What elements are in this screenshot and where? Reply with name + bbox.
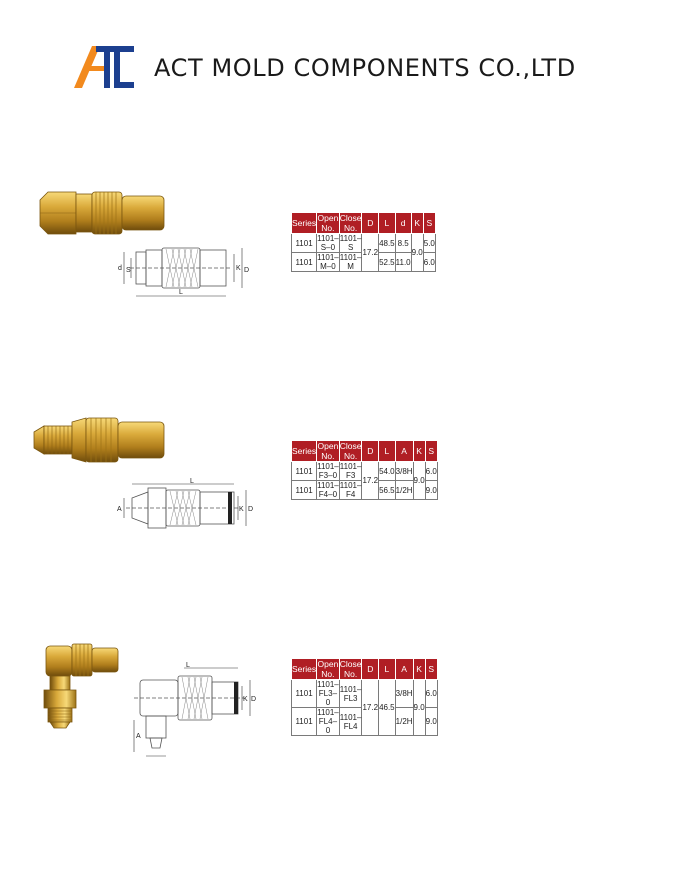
col-header: Series xyxy=(292,213,317,234)
dim-label-L: L xyxy=(190,478,194,485)
col-header: D xyxy=(362,213,379,234)
dim-label-K: K xyxy=(236,265,241,272)
cell-S: 6.0 xyxy=(425,680,437,708)
dim-label-L: L xyxy=(179,289,183,296)
col-header: D xyxy=(362,659,379,680)
col-header: S xyxy=(423,213,435,234)
table-header-row xyxy=(292,441,438,462)
dim-label-d: d xyxy=(118,265,122,272)
cell-K: 9.0 xyxy=(411,234,423,272)
cell-S: 6.0 xyxy=(423,253,435,272)
cell-A: 1/2H xyxy=(395,481,413,500)
cell-L: 46.5 xyxy=(379,680,396,736)
dim-label-K: K xyxy=(243,696,248,703)
product-photo-3 xyxy=(36,636,126,732)
product-photo-1 xyxy=(36,186,170,242)
cell-K: 9.0 xyxy=(413,462,425,500)
dimension-drawing-3 xyxy=(128,662,258,760)
cell-open-no: 1101–F3–0 xyxy=(317,462,339,480)
dim-label-S: S xyxy=(126,267,131,274)
cell-close-no: 1101–S xyxy=(339,234,362,252)
cell-A: 3/8H xyxy=(395,680,413,708)
cell-A: 1/2H xyxy=(395,708,413,736)
spec-table-2 xyxy=(291,440,438,500)
cell-open-no: 1101–M–0 xyxy=(317,253,339,271)
col-header: L xyxy=(379,213,396,234)
col-header: d xyxy=(395,213,411,234)
dimension-drawing-2 xyxy=(116,478,256,540)
table-row xyxy=(292,680,438,708)
cell-close-no: 1101–F3 xyxy=(339,462,362,480)
cell-open-no: 1101–F4–0 xyxy=(317,481,339,499)
col-header: Open No. xyxy=(317,441,339,461)
dim-label-D: D xyxy=(244,267,250,274)
cell-close-no: 1101–F4 xyxy=(339,481,362,499)
cell-series: 1101 xyxy=(292,708,317,736)
cell-K: 9.0 xyxy=(413,680,425,736)
header xyxy=(74,40,674,96)
col-header: Close No. xyxy=(339,441,362,461)
col-header: K xyxy=(411,213,423,234)
cell-series: 1101 xyxy=(292,234,317,253)
cell-close-no: 1101–FL4 xyxy=(339,708,362,736)
col-header: K xyxy=(413,441,425,462)
spec-table-1 xyxy=(291,212,436,272)
col-header: K xyxy=(413,659,425,680)
col-header: Open No. xyxy=(317,659,339,679)
cell-S: 9.0 xyxy=(425,708,437,736)
col-header: Close No. xyxy=(339,213,362,233)
product-photo-2 xyxy=(30,412,170,468)
col-header: L xyxy=(379,659,396,680)
dim-label-D: D xyxy=(251,696,257,703)
cell-L: 54.0 xyxy=(379,462,396,481)
col-header: Series xyxy=(292,441,317,462)
cell-series: 1101 xyxy=(292,680,317,708)
table-header-row xyxy=(292,659,438,680)
cell-D: 17.2 xyxy=(362,462,379,500)
dim-label-D: D xyxy=(248,506,254,513)
dimension-drawing-1 xyxy=(116,240,256,306)
dim-label-A: A xyxy=(136,733,141,740)
company-name: ACT MOLD COMPONENTS CO.,LTD xyxy=(154,54,576,82)
col-header: A xyxy=(395,659,413,680)
cell-S: 9.0 xyxy=(425,481,437,500)
cell-S: 6.0 xyxy=(425,462,437,481)
cell-open-no: 1101–S–0 xyxy=(317,234,339,252)
cell-close-no: 1101–M xyxy=(339,253,362,271)
col-header: A xyxy=(395,441,413,462)
cell-d: 8.5 xyxy=(395,234,411,253)
spec-table-3 xyxy=(291,658,438,736)
col-header: Open No. xyxy=(317,213,339,233)
dim-label-L: L xyxy=(186,662,190,669)
cell-series: 1101 xyxy=(292,481,317,500)
cell-D: 17.2 xyxy=(362,234,379,272)
cell-L: 48.5 xyxy=(379,234,396,253)
cell-D: 17.2 xyxy=(362,680,379,736)
table-row xyxy=(292,234,436,253)
cell-open-no: 1101–FL3–0 xyxy=(317,680,339,707)
cell-L: 56.5 xyxy=(379,481,396,500)
table-header-row xyxy=(292,213,436,234)
dim-label-A: A xyxy=(117,506,122,513)
cell-L: 52.5 xyxy=(379,253,396,272)
col-header: S xyxy=(425,659,437,680)
cell-A: 3/8H xyxy=(395,462,413,481)
cell-series: 1101 xyxy=(292,253,317,272)
col-header: Series xyxy=(292,659,317,680)
table-row xyxy=(292,462,438,481)
cell-series: 1101 xyxy=(292,462,317,481)
dim-label-K: K xyxy=(239,506,244,513)
cell-open-no: 1101–FL4–0 xyxy=(317,708,339,735)
cell-close-no: 1101–FL3 xyxy=(339,680,362,708)
col-header: D xyxy=(362,441,379,462)
col-header: L xyxy=(379,441,396,462)
cell-d: 11.0 xyxy=(395,253,411,272)
col-header: S xyxy=(425,441,437,462)
cell-S: 5.0 xyxy=(423,234,435,253)
company-logo xyxy=(74,40,136,90)
col-header: Close No. xyxy=(339,659,362,679)
